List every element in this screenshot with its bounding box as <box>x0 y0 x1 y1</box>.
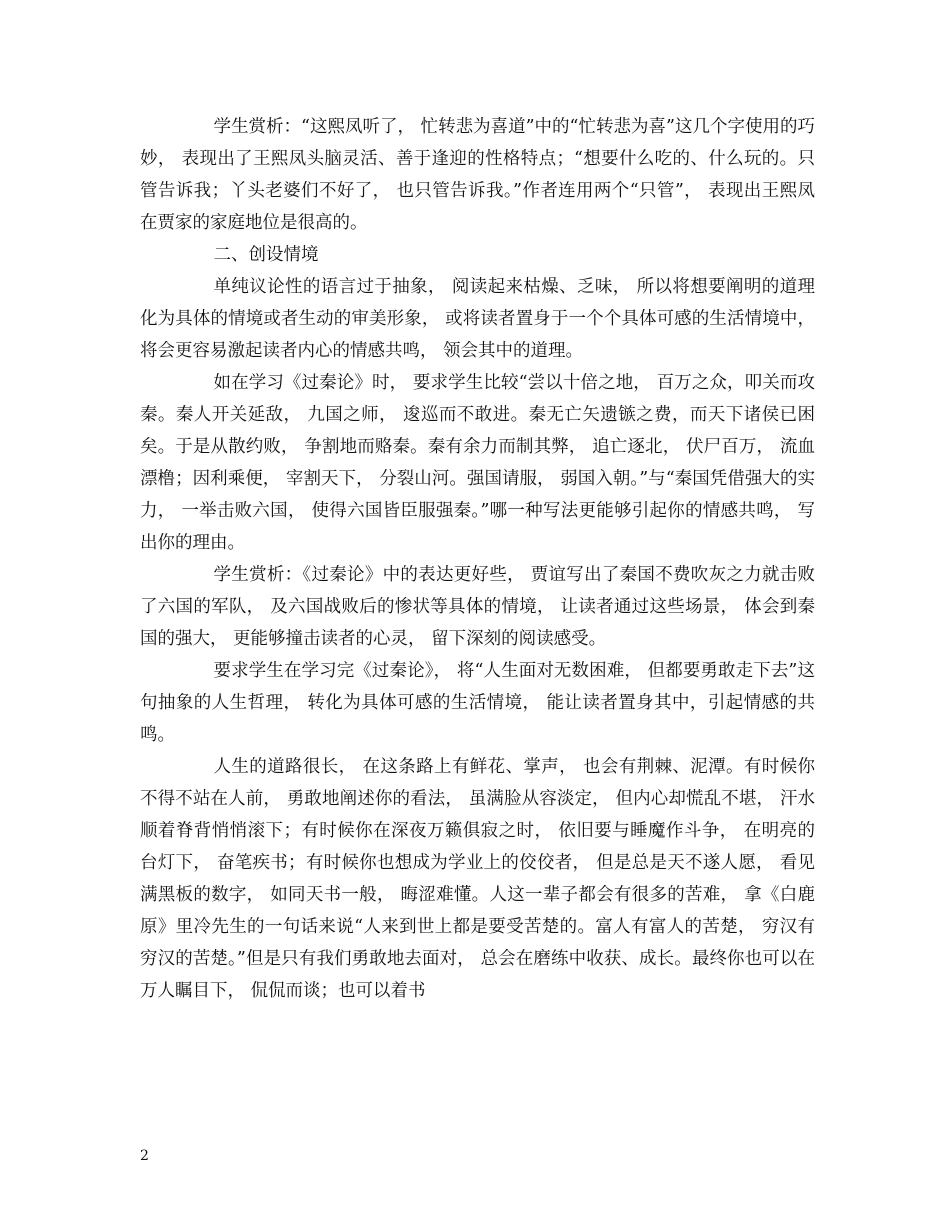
page-number: 2 <box>140 1148 149 1164</box>
paragraph-guoqinlun-example: 如在学习《过秦论》时， 要求学生比较“尝以十倍之地， 百万之众，叩关而攻秦。秦人开关延敌， 九国之师， 逡巡而不敢进。秦无亡矢遗镞之费，而天下诸侯已困矣。于是从散约败， 争割地而赂秦。秦有余力而制其弊， 追亡逐北， 伏尸百万， 流血漂橹；因利乘便， 宰割天下， 分裂山河。强国请服， 弱国入朝。”与“秦国凭借强大的实力， 一举击败六国， 使得六国皆臣服强秦。”哪一种写法更能够引起你的情感共鸣， 写出你的理由。 <box>140 373 815 553</box>
paragraph-life-road: 人生的道路很长， 在这条路上有鲜花、掌声， 也会有荆棘、泥潭。有时候你不得不站在人前， 勇敢地阐述你的看法， 虽满脸从容淡定， 但内心却慌乱不堪， 汗水顺着脊背悄悄滚下；有时候你在深夜万籁俱寂之时， 依旧要与睡魔作斗争， 在明亮的台灯下， 奋笔疾书；有时候你也想成为学业上的佼佼者， 但是总是天不遂人愿， 看见满黑板的数字， 如同天书一般， 晦涩难懂。人这一辈子都会有很多的苦难， 拿《白鹿原》里冷先生的一句话来说“人来到世上都是要受苦楚的。富人有富人的苦楚， 穷汉有穷汉的苦楚。”但是只有我们勇敢地去面对， 总会在磨练中收获、成长。最终你也可以在万人瞩目下， 侃侃而谈；也可以着书 <box>140 757 815 1001</box>
paragraph-student-analysis-1: 学生赏析：“这熙凤听了， 忙转悲为喜道”中的“忙转悲为喜”这几个字使用的巧妙， 表现出了王熙凤头脑灵活、善于逢迎的性格特点；“想要什么吃的、什么玩的。只管告诉我；丫头老婆们不好了， 也只管告诉我。”作者连用两个“只管”， 表现出王熙凤在贾家的家庭地位是很高的。 <box>140 117 815 233</box>
paragraph-assignment: 要求学生在学习完《过秦论》， 将“人生面对无数困难， 但都要勇敢走下去”这句抽象的人生哲理， 转化为具体可感的生活情境， 能让读者置身其中，引起情感的共鸣。 <box>140 661 815 745</box>
paragraph-student-analysis-2: 学生赏析：《过秦论》中的表达更好些， 贾谊写出了秦国不费吹灰之力就击败了六国的军队， 及六国战败后的惨状等具体的情境， 让读者通过这些场景， 体会到秦国的强大， 更能够撞击读者的心灵， 留下深刻的阅读感受。 <box>140 565 815 649</box>
paragraph-situation-intro: 单纯议论性的语言过于抽象， 阅读起来枯燥、乏味， 所以将想要阐明的道理化为具体的情境或者生动的审美形象， 或将读者置身于一个个具体可感的生活情境中， 将会更容易激起读者内心的情感共鸣， 领会其中的道理。 <box>140 277 815 361</box>
body-text <box>140 111 815 1007</box>
section-heading: 二、创设情境 <box>213 245 319 265</box>
